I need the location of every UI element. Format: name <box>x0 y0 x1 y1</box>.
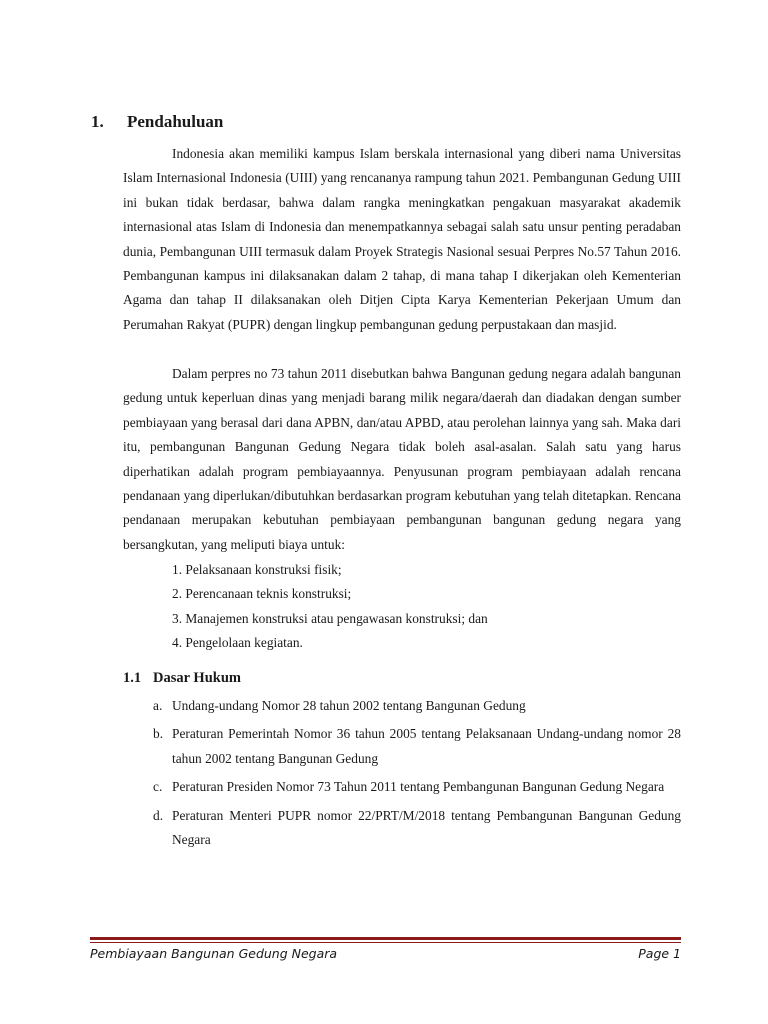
list-item-text: Undang-undang Nomor 28 tahun 2002 tentang Bangunan Gedung <box>172 698 526 713</box>
list-marker: a. <box>153 698 163 713</box>
section-title: Pendahuluan <box>127 112 224 131</box>
list-marker: b. <box>153 726 164 742</box>
list-item: 1. Pelaksanaan konstruksi fisik; <box>172 562 342 577</box>
list-item: 3. Manajemen konstruksi atau pengawasan konstruksi; dan <box>172 610 488 626</box>
subsection-number: 1.1 <box>123 670 142 686</box>
definition-block <box>123 362 681 557</box>
list-marker: c. <box>153 779 163 795</box>
list-item: 2. Perencanaan teknis konstruksi; <box>172 586 352 602</box>
page-footer <box>90 946 681 961</box>
page-number: Page 1 <box>638 946 681 961</box>
intro-paragraph: Indonesia akan memiliki kampus Islam berskala internasional yang diberi nama Universitas Islam Internasional Indonesia (UIII) yang rencananya rampung tahun 2021. Pembangunan Gedung UIII ini bukan tidak berdasar, bahwa dalam rangka meningkatkan pengakuan masyarakat akademik internasional atas Islam di Indonesia dan menempatkannya sebagai salah satu unsur penting peradaban dunia, Pembangunan UIII termasuk dalam Proyek Strategis Nasional sesuai Perpres No.57 Tahun 2016. Pembangunan kampus ini dilaksanakan dalam 2 tahap, di mana tahap I dikerjakan oleh Kementerian Agama dan tahap II dilaksanakan oleh Ditjen Cipta Karya Kementerian Pekerjaan Umum dan Perumahan Rakyat (PUPR) dengan lingkup pembangunan gedung perpustakaan dan masjid. <box>123 146 681 332</box>
section-heading <box>91 112 223 132</box>
list-item-text: Peraturan Pemerintah Nomor 36 tahun 2005 tentang Pelaksanaan Undang-undang nomor 28 tahun 2002 tentang Bangunan Gedung <box>172 726 681 766</box>
subsection-title: Dasar Hukum <box>153 670 241 686</box>
list-marker: d. <box>153 807 164 823</box>
intro-block <box>123 142 681 337</box>
list-item <box>153 694 681 718</box>
footer-rule-thin <box>90 942 681 943</box>
list-item <box>153 775 681 799</box>
subsection-heading <box>123 670 241 687</box>
footer-title: Pembiayaan Bangunan Gedung Negara <box>90 946 338 961</box>
list-item <box>153 804 681 853</box>
list-item-text: Peraturan Menteri PUPR nomor 22/PRT/M/2018 tentang Pembangunan Bangunan Gedung Negara <box>172 807 681 848</box>
definition-paragraph: Dalam perpres no 73 tahun 2011 disebutkan bahwa Bangunan gedung negara adalah bangunan gedung untuk keperluan dinas yang menjadi barang milik negara/daerah dan diadakan dengan sumber pembiayaan yang berasal dari dana APBN, dan/atau APBD, atau perolehan lainnya yang sah. Maka dari itu, pembangunan Bangunan Gedung Negara tidak boleh asal-asalan. Salah satu yang harus diperhatikan adalah program pembiayaannya. Penyusunan program pembiayaan adalah rencana pendanaan yang diperlukan/dibutuhkan berdasarkan program kebutuhan yang telah ditetapkan. Rencana pendanaan merupakan kebutuhan pembiayaan pembangunan bangunan gedung negara yang bersangkutan, yang meliputi biaya untuk: <box>123 366 681 552</box>
section-number: 1. <box>91 112 104 131</box>
list-item <box>153 722 681 771</box>
footer-rule-thick <box>90 937 681 940</box>
legal-basis-list <box>153 694 681 856</box>
list-item-text: Peraturan Presiden Nomor 73 Tahun 2011 tentang Pembangunan Bangunan Gedung Negara <box>172 779 665 795</box>
cost-items-list <box>172 558 488 656</box>
list-item: 4. Pengelolaan kegiatan. <box>172 635 303 651</box>
